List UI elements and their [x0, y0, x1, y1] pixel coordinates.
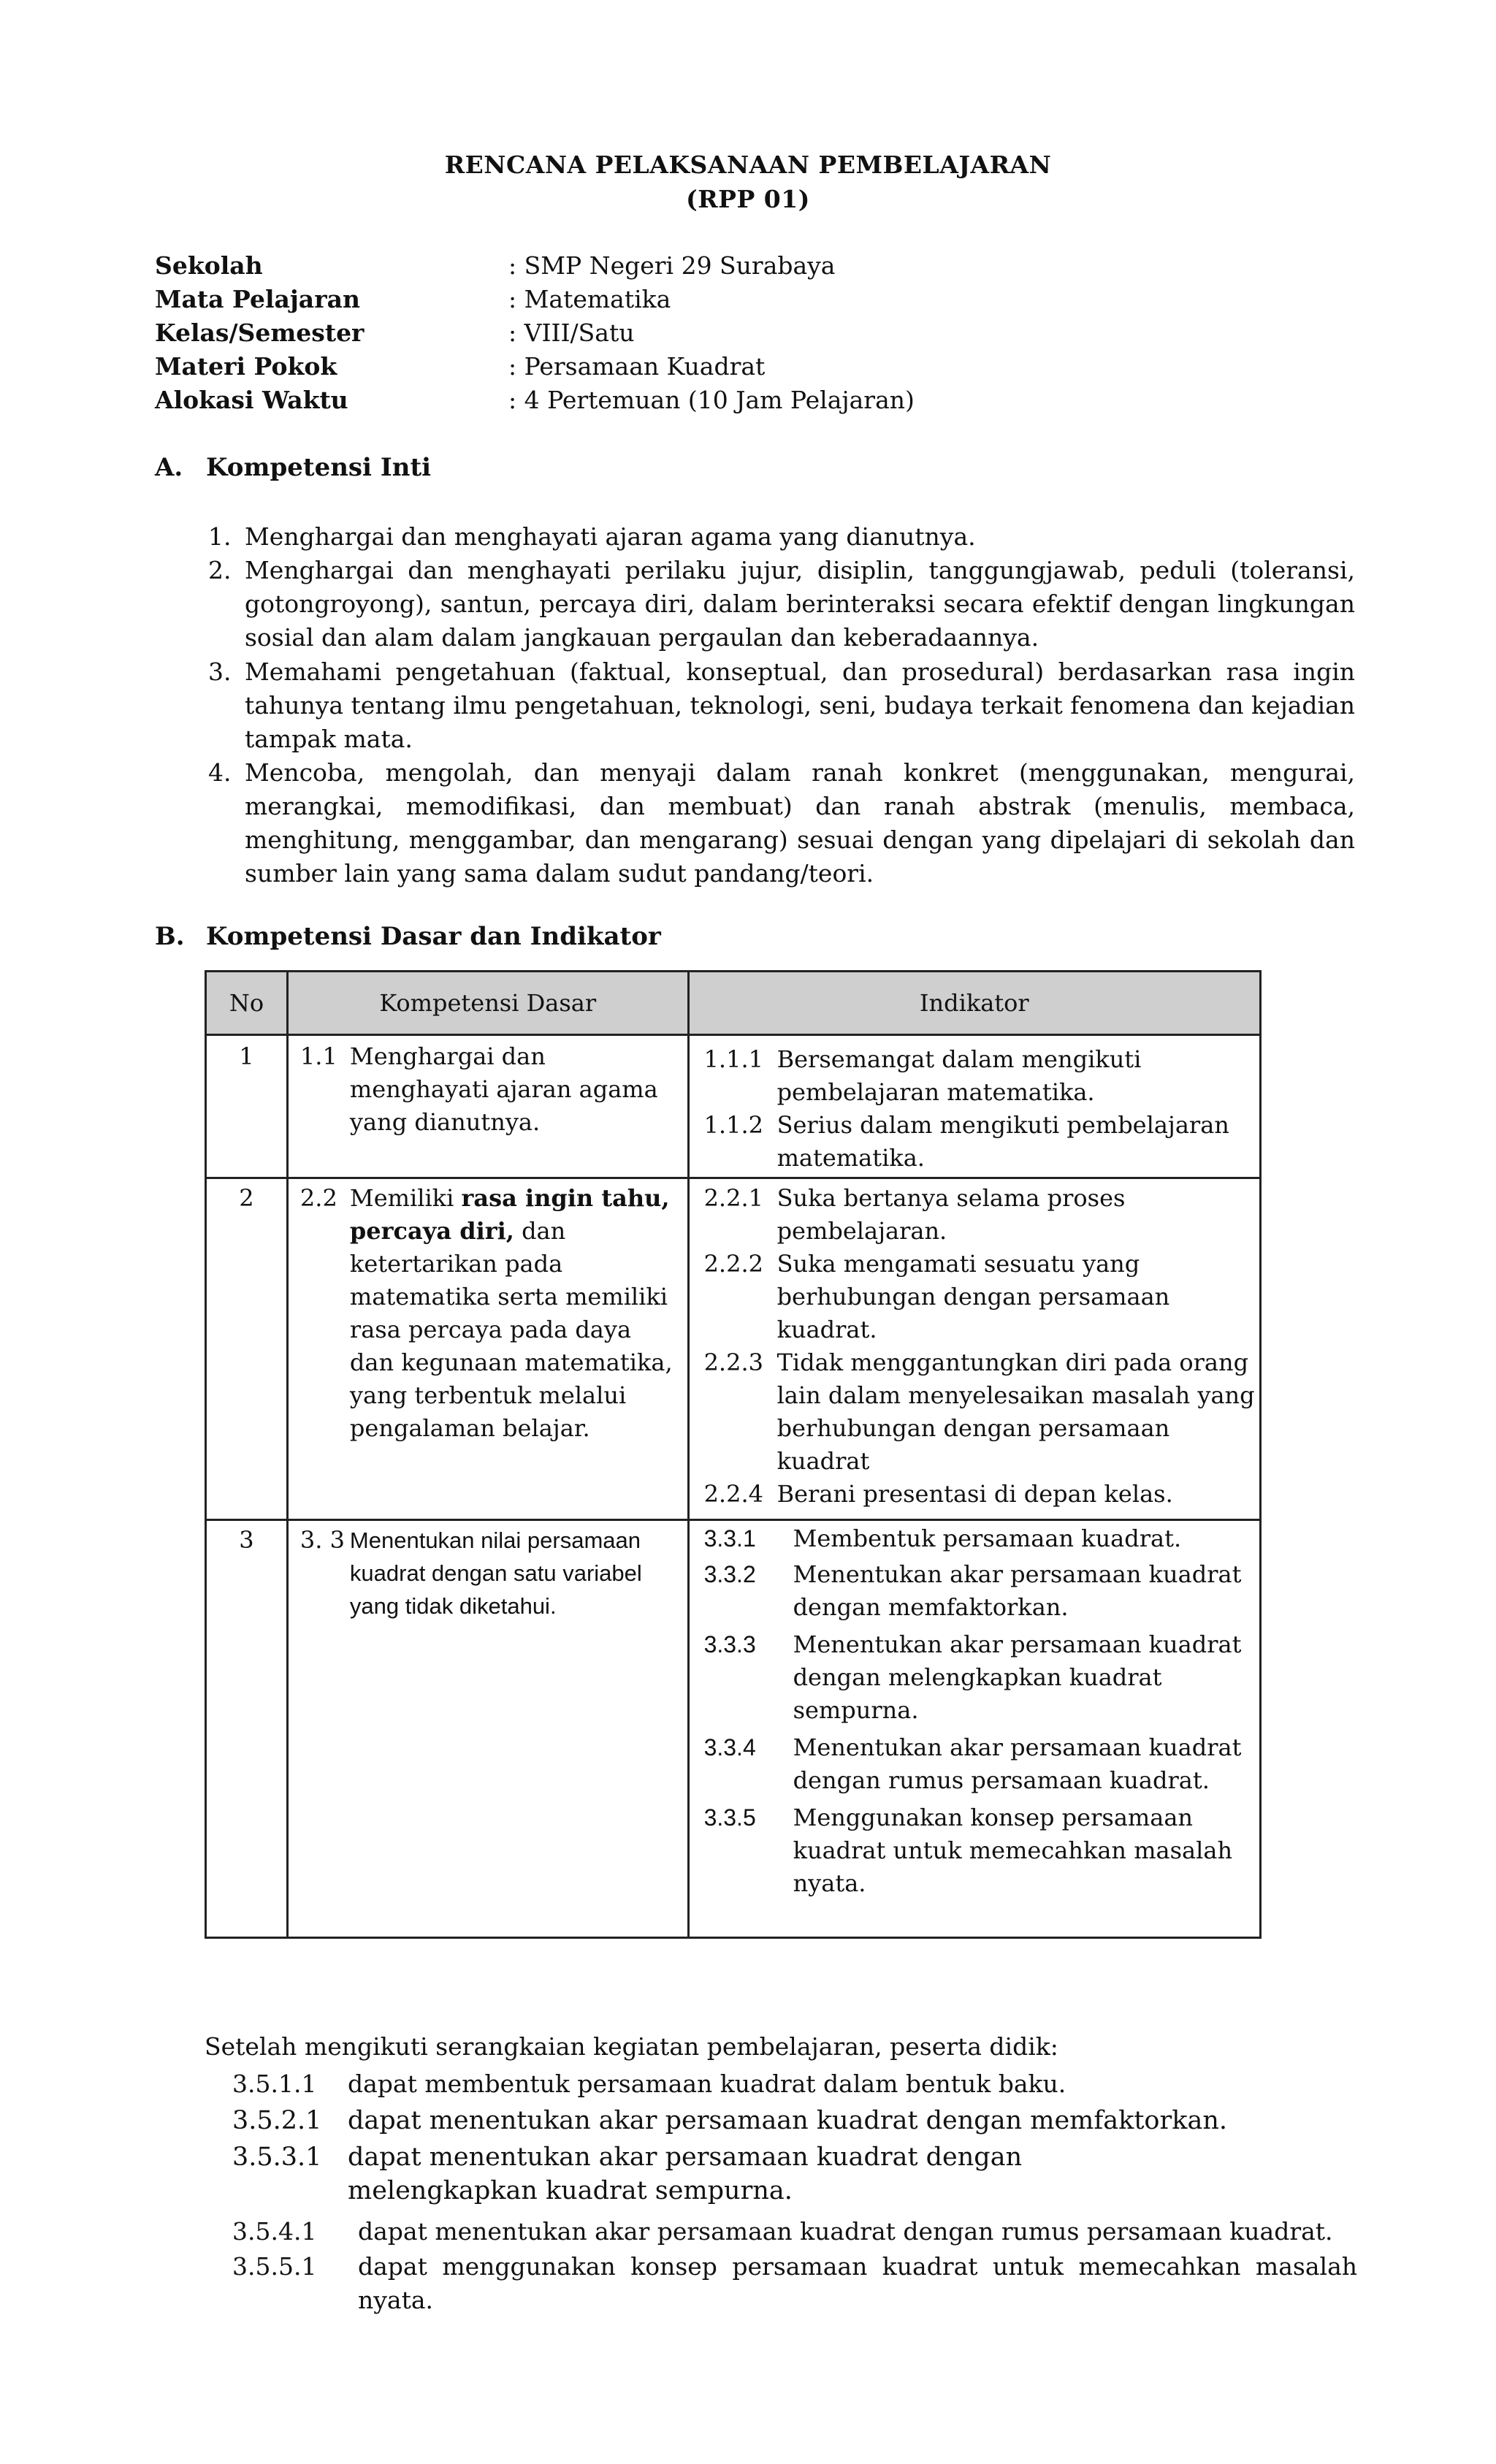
- list-number: 3.: [208, 657, 232, 686]
- indicator-text: Suka bertanya selama proses pembelajaran.: [776, 1184, 1126, 1245]
- list-text: Menghargai dan menghayati ajaran agama yang dianutnya.: [245, 522, 976, 551]
- table-row: [206, 1520, 1261, 1938]
- row-number: 3: [206, 1520, 288, 1938]
- list-number: 1.: [208, 522, 232, 551]
- kd-text: [350, 1182, 680, 1445]
- document-subtitle: (RPP 01): [686, 185, 810, 213]
- identity-value: : VIII/Satu: [508, 319, 635, 347]
- objectives-intro: Setelah mengikuti serangkaian kegiatan pembelajaran, peserta didik:: [205, 2032, 1058, 2061]
- indicator-text: Membentuk persamaan kuadrat.: [793, 1525, 1182, 1552]
- list-item: [208, 520, 1355, 554]
- list-item: [208, 655, 1355, 756]
- identity-label: Mata Pelajaran: [155, 285, 360, 313]
- indicator-item: [690, 1731, 1259, 1797]
- indicator-item: [690, 1628, 1259, 1727]
- indicator-code: 2.2.3: [703, 1349, 763, 1376]
- kd-code: 2.2: [299, 1184, 337, 1212]
- objective-text: dapat menentukan akar persamaan kuadrat dengan memfaktorkan.: [348, 2106, 1227, 2135]
- table-row: [206, 1178, 1261, 1520]
- row-number: 1: [206, 1035, 288, 1178]
- identity-value: : Persamaan Kuadrat: [508, 352, 766, 381]
- indicator-text: Menentukan akar persamaan kuadrat dengan rumus persamaan kuadrat.: [793, 1733, 1242, 1794]
- indicator-item: [690, 1801, 1259, 1900]
- indicator-text: Menentukan akar persamaan kuadrat dengan memfaktorkan.: [793, 1560, 1242, 1621]
- objective-text: dapat membentuk persamaan kuadrat dalam bentuk baku.: [348, 2070, 1066, 2098]
- indicator-code: 1.1.2: [703, 1111, 763, 1139]
- objective-item: [232, 2067, 1357, 2101]
- list-text: Menghargai dan menghayati perilaku jujur, disiplin, tanggungjawab, peduli (toleransi, gotongroyong), santun, percaya diri, dalam berinteraksi secara efektif dengan lingkungan sosial dan alam dalam jangkauan pergaulan dan keberadaannya.: [245, 556, 1355, 652]
- kd-code: 1.1: [299, 1042, 337, 1070]
- indicator-cell: [688, 1178, 1260, 1520]
- competency-table: [205, 970, 1262, 1939]
- objective-text: dapat menentukan akar persamaan kuadrat dengan melengkapkan kuadrat sempurna.: [348, 2143, 1023, 2205]
- list-item: [208, 756, 1355, 890]
- indicator-code: 3.3.3: [703, 1631, 756, 1658]
- column-header: Kompetensi Dasar: [287, 972, 688, 1035]
- section-letter: B.: [155, 922, 185, 951]
- indicator-cell: [688, 1035, 1260, 1178]
- identity-label: Alokasi Waktu: [155, 386, 348, 414]
- section-title: Kompetensi Inti: [206, 453, 432, 482]
- indicator-text: Menentukan akar persamaan kuadrat dengan melengkapkan kuadrat sempurna.: [793, 1630, 1242, 1724]
- document-title: RENCANA PELAKSANAAN PEMBELAJARAN: [444, 150, 1052, 179]
- kd-text-emphasis: rasa ingin tahu, percaya diri,: [349, 1184, 670, 1245]
- objective-code: 3.5.3.1: [232, 2143, 322, 2172]
- indicator-text: Suka mengamati sesuatu yang berhubungan dengan persamaan kuadrat.: [776, 1250, 1170, 1343]
- identity-value: : 4 Pertemuan (10 Jam Pelajaran): [508, 386, 915, 414]
- identity-label: Kelas/Semester: [155, 319, 365, 347]
- section-letter: A.: [155, 453, 183, 482]
- indicator-item: [690, 1558, 1259, 1624]
- indicator-text: Menggunakan konsep persamaan kuadrat untuk memecahkan masalah nyata.: [793, 1804, 1233, 1897]
- indicator-code: 1.1.1: [703, 1045, 763, 1073]
- kd-text: Menghargai dan menghayati ajaran agama yang dianutnya.: [349, 1042, 658, 1136]
- list-item: [208, 554, 1355, 655]
- indicator-item: [690, 1522, 1259, 1555]
- identity-value: : SMP Negeri 29 Surabaya: [508, 251, 836, 280]
- indicator-code: 3.3.4: [703, 1734, 756, 1761]
- indicator-code: 3.3.1: [703, 1525, 756, 1552]
- kd-code: 3. 3: [299, 1526, 345, 1554]
- indicator-code: 3.3.2: [703, 1561, 756, 1587]
- kd-text-part: dan ketertarikan pada matematika serta memiliki rasa percaya pada daya dan kegunaan matematika, yang terbentuk melalui pengalaman belajar.: [349, 1217, 673, 1442]
- indicator-code: 3.3.5: [703, 1804, 756, 1831]
- indicator-code: 2.2.2: [703, 1250, 763, 1278]
- indicator-cell: [688, 1520, 1260, 1938]
- indicator-item: [690, 1182, 1259, 1248]
- list-text: Mencoba, mengolah, dan menyaji dalam ranah konkret (menggunakan, mengurai, merangkai, memodifikasi, dan membuat) dan ranah abstrak (menulis, membaca, menghitung, menggambar, dan mengarang) sesuai dengan yang dipelajari di sekolah dan sumber lain yang sama dalam sudut pandang/teori.: [245, 758, 1355, 888]
- table-header-row: [206, 972, 1261, 1035]
- indicator-item: [690, 1478, 1259, 1511]
- table-row: [206, 1035, 1261, 1178]
- indicator-text: Bersemangat dalam mengikuti pembelajaran matematika.: [776, 1045, 1142, 1106]
- section-title: Kompetensi Dasar dan Indikator: [206, 922, 661, 951]
- objective-item: [232, 2215, 1357, 2249]
- indicator-code: 2.2.1: [703, 1184, 763, 1212]
- kd-text: Menentukan nilai persamaan kuadrat dengan satu variabel yang tidak diketahui.: [349, 1527, 642, 1619]
- indicator-code: 2.2.4: [703, 1480, 763, 1508]
- list-number: 2.: [208, 556, 232, 584]
- objective-code: 3.5.4.1: [232, 2217, 317, 2246]
- list-number: 4.: [208, 758, 232, 787]
- indicator-item: [690, 1043, 1259, 1109]
- section-a-heading: [155, 453, 431, 482]
- indicator-item: [690, 1248, 1259, 1346]
- objective-code: 3.5.1.1: [232, 2070, 317, 2098]
- objective-item: [232, 2250, 1357, 2317]
- kd-cell: [287, 1178, 688, 1520]
- objective-code: 3.5.2.1: [232, 2106, 322, 2135]
- identity-label: Sekolah: [155, 251, 263, 280]
- identity-value: : Matematika: [508, 285, 671, 313]
- list-text: Memahami pengetahuan (faktual, konseptual, dan prosedural) berdasarkan rasa ingin tahunya tentang ilmu pengetahuan, teknologi, seni, budaya terkait fenomena dan kejadian tampak mata.: [245, 657, 1355, 753]
- objective-text: dapat menggunakan konsep persamaan kuadrat untuk memecahkan masalah nyata.: [358, 2252, 1357, 2314]
- objective-item: [232, 2140, 1357, 2208]
- section-b-heading: [155, 922, 661, 951]
- indicator-text: Serius dalam mengikuti pembelajaran matematika.: [776, 1111, 1229, 1172]
- objective-code: 3.5.5.1: [232, 2252, 317, 2281]
- objective-text: dapat menentukan akar persamaan kuadrat dengan rumus persamaan kuadrat.: [358, 2217, 1333, 2246]
- kd-cell: [287, 1035, 688, 1178]
- indicator-item: [690, 1109, 1259, 1175]
- column-header: No: [206, 972, 288, 1035]
- objective-item: [232, 2104, 1357, 2137]
- indicator-text: Tidak menggantungkan diri pada orang lain dalam menyelesaikan masalah yang berhubungan dengan persamaan kuadrat: [776, 1349, 1255, 1475]
- indicator-text: Berani presentasi di depan kelas.: [776, 1480, 1173, 1508]
- indicator-item: [690, 1346, 1259, 1478]
- column-header: Indikator: [688, 972, 1260, 1035]
- identity-label: Materi Pokok: [155, 352, 337, 381]
- kd-cell: [287, 1520, 688, 1938]
- row-number: 2: [206, 1178, 288, 1520]
- kd-text-part: Memiliki: [349, 1184, 462, 1212]
